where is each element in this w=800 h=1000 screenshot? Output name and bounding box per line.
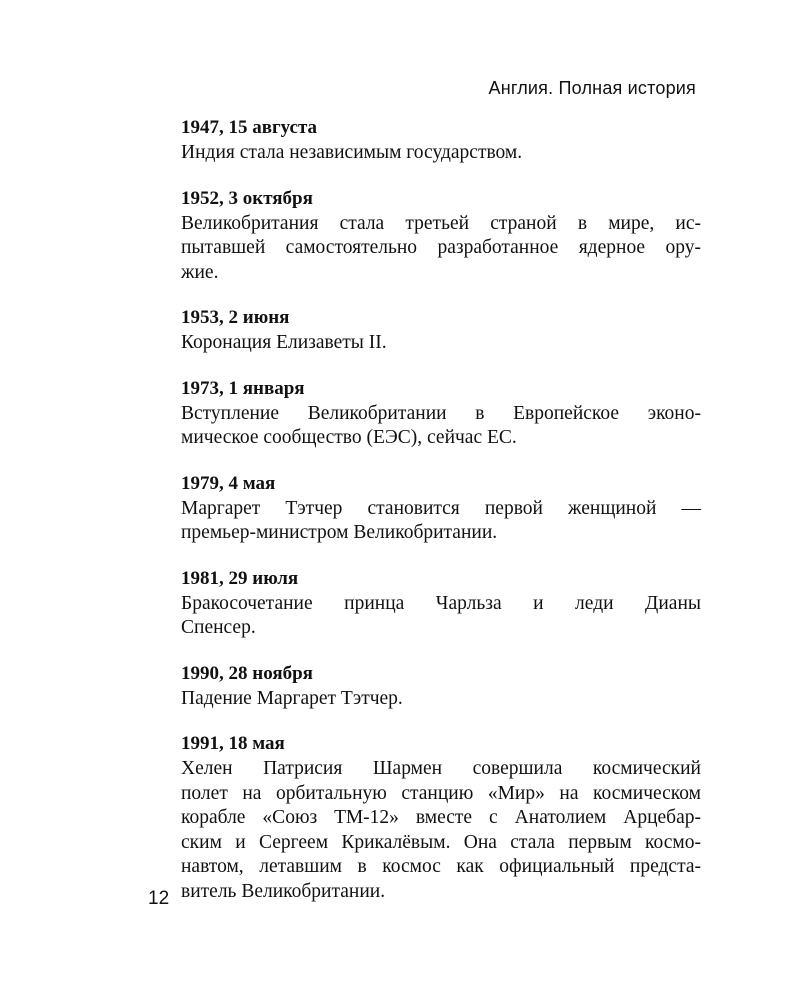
entry-date: 1991, 18 мая [181, 733, 285, 754]
entry-date: 1979, 4 мая [181, 472, 276, 494]
entry-text-line: корабле «Союз ТМ-12» вместе с Анатолием Арцебар- [181, 807, 701, 828]
entry-text-line: Хелен Патрисия Шармен совершила космический [181, 758, 701, 779]
page-number: 12 [148, 888, 170, 909]
entry-date: 1973, 1 января [181, 377, 305, 399]
timeline-entry [181, 305, 701, 356]
entry-date: 1947, 15 августа [181, 117, 318, 138]
entry-text-line: Маргарет Тэтчер становится первой женщиной — [181, 497, 701, 519]
timeline-content [181, 115, 701, 924]
timeline-entry [181, 376, 701, 451]
entry-text-line: Падение Маргарет Тэтчер. [181, 687, 403, 709]
timeline-entry [181, 115, 701, 166]
entry-text-line: Бракосочетание принца Чарльза и леди Дианы [181, 592, 701, 614]
entry-text-line: Спенсер. [181, 617, 256, 638]
entry-text-line: Вступление Великобритании в Европейское эконо- [181, 402, 701, 424]
timeline-entry [181, 731, 701, 904]
entry-text [181, 687, 701, 712]
entry-text [181, 331, 701, 356]
entry-text [181, 757, 701, 904]
entry-text-line: Коронация Елизаветы II. [181, 332, 387, 353]
entry-date: 1981, 29 июля [181, 567, 299, 589]
entry-text-line: жие. [181, 261, 219, 283]
entry-text-line: мическое сообщество (ЕЭС), сейчас ЕС. [181, 427, 517, 448]
timeline-entry [181, 186, 701, 286]
timeline-entry [181, 566, 701, 641]
timeline-entry [181, 471, 701, 546]
entry-text-line: Великобритания стала третьей страной в мире, ис- [181, 212, 701, 234]
entry-date: 1952, 3 октября [181, 187, 313, 209]
entry-text [181, 141, 701, 166]
entry-text-line: ским и Сергеем Крикалёвым. Она стала первым космо- [181, 831, 701, 853]
entry-text-line: премьер-министром Великобритании. [181, 522, 498, 543]
entry-text [181, 212, 701, 286]
entry-date: 1990, 28 ноября [181, 662, 313, 684]
entry-text [181, 592, 701, 641]
entry-text-line: навтом, летавшим в космос как официальный предста- [181, 856, 701, 877]
entry-text-line: витель Великобритании. [181, 880, 386, 902]
entry-text-line: Индия стала независимым государством. [181, 142, 523, 163]
entry-text [181, 497, 701, 546]
entry-text [181, 402, 701, 451]
entry-text-line: полет на орбитальную станцию «Мир» на космическом [181, 782, 701, 804]
running-header-title: Англия. Полная история [488, 78, 696, 98]
entry-date: 1953, 2 июня [181, 307, 290, 328]
timeline-entry [181, 661, 701, 712]
entry-text-line: пытавшей самостоятельно разработанное ядерное ору- [181, 237, 701, 258]
